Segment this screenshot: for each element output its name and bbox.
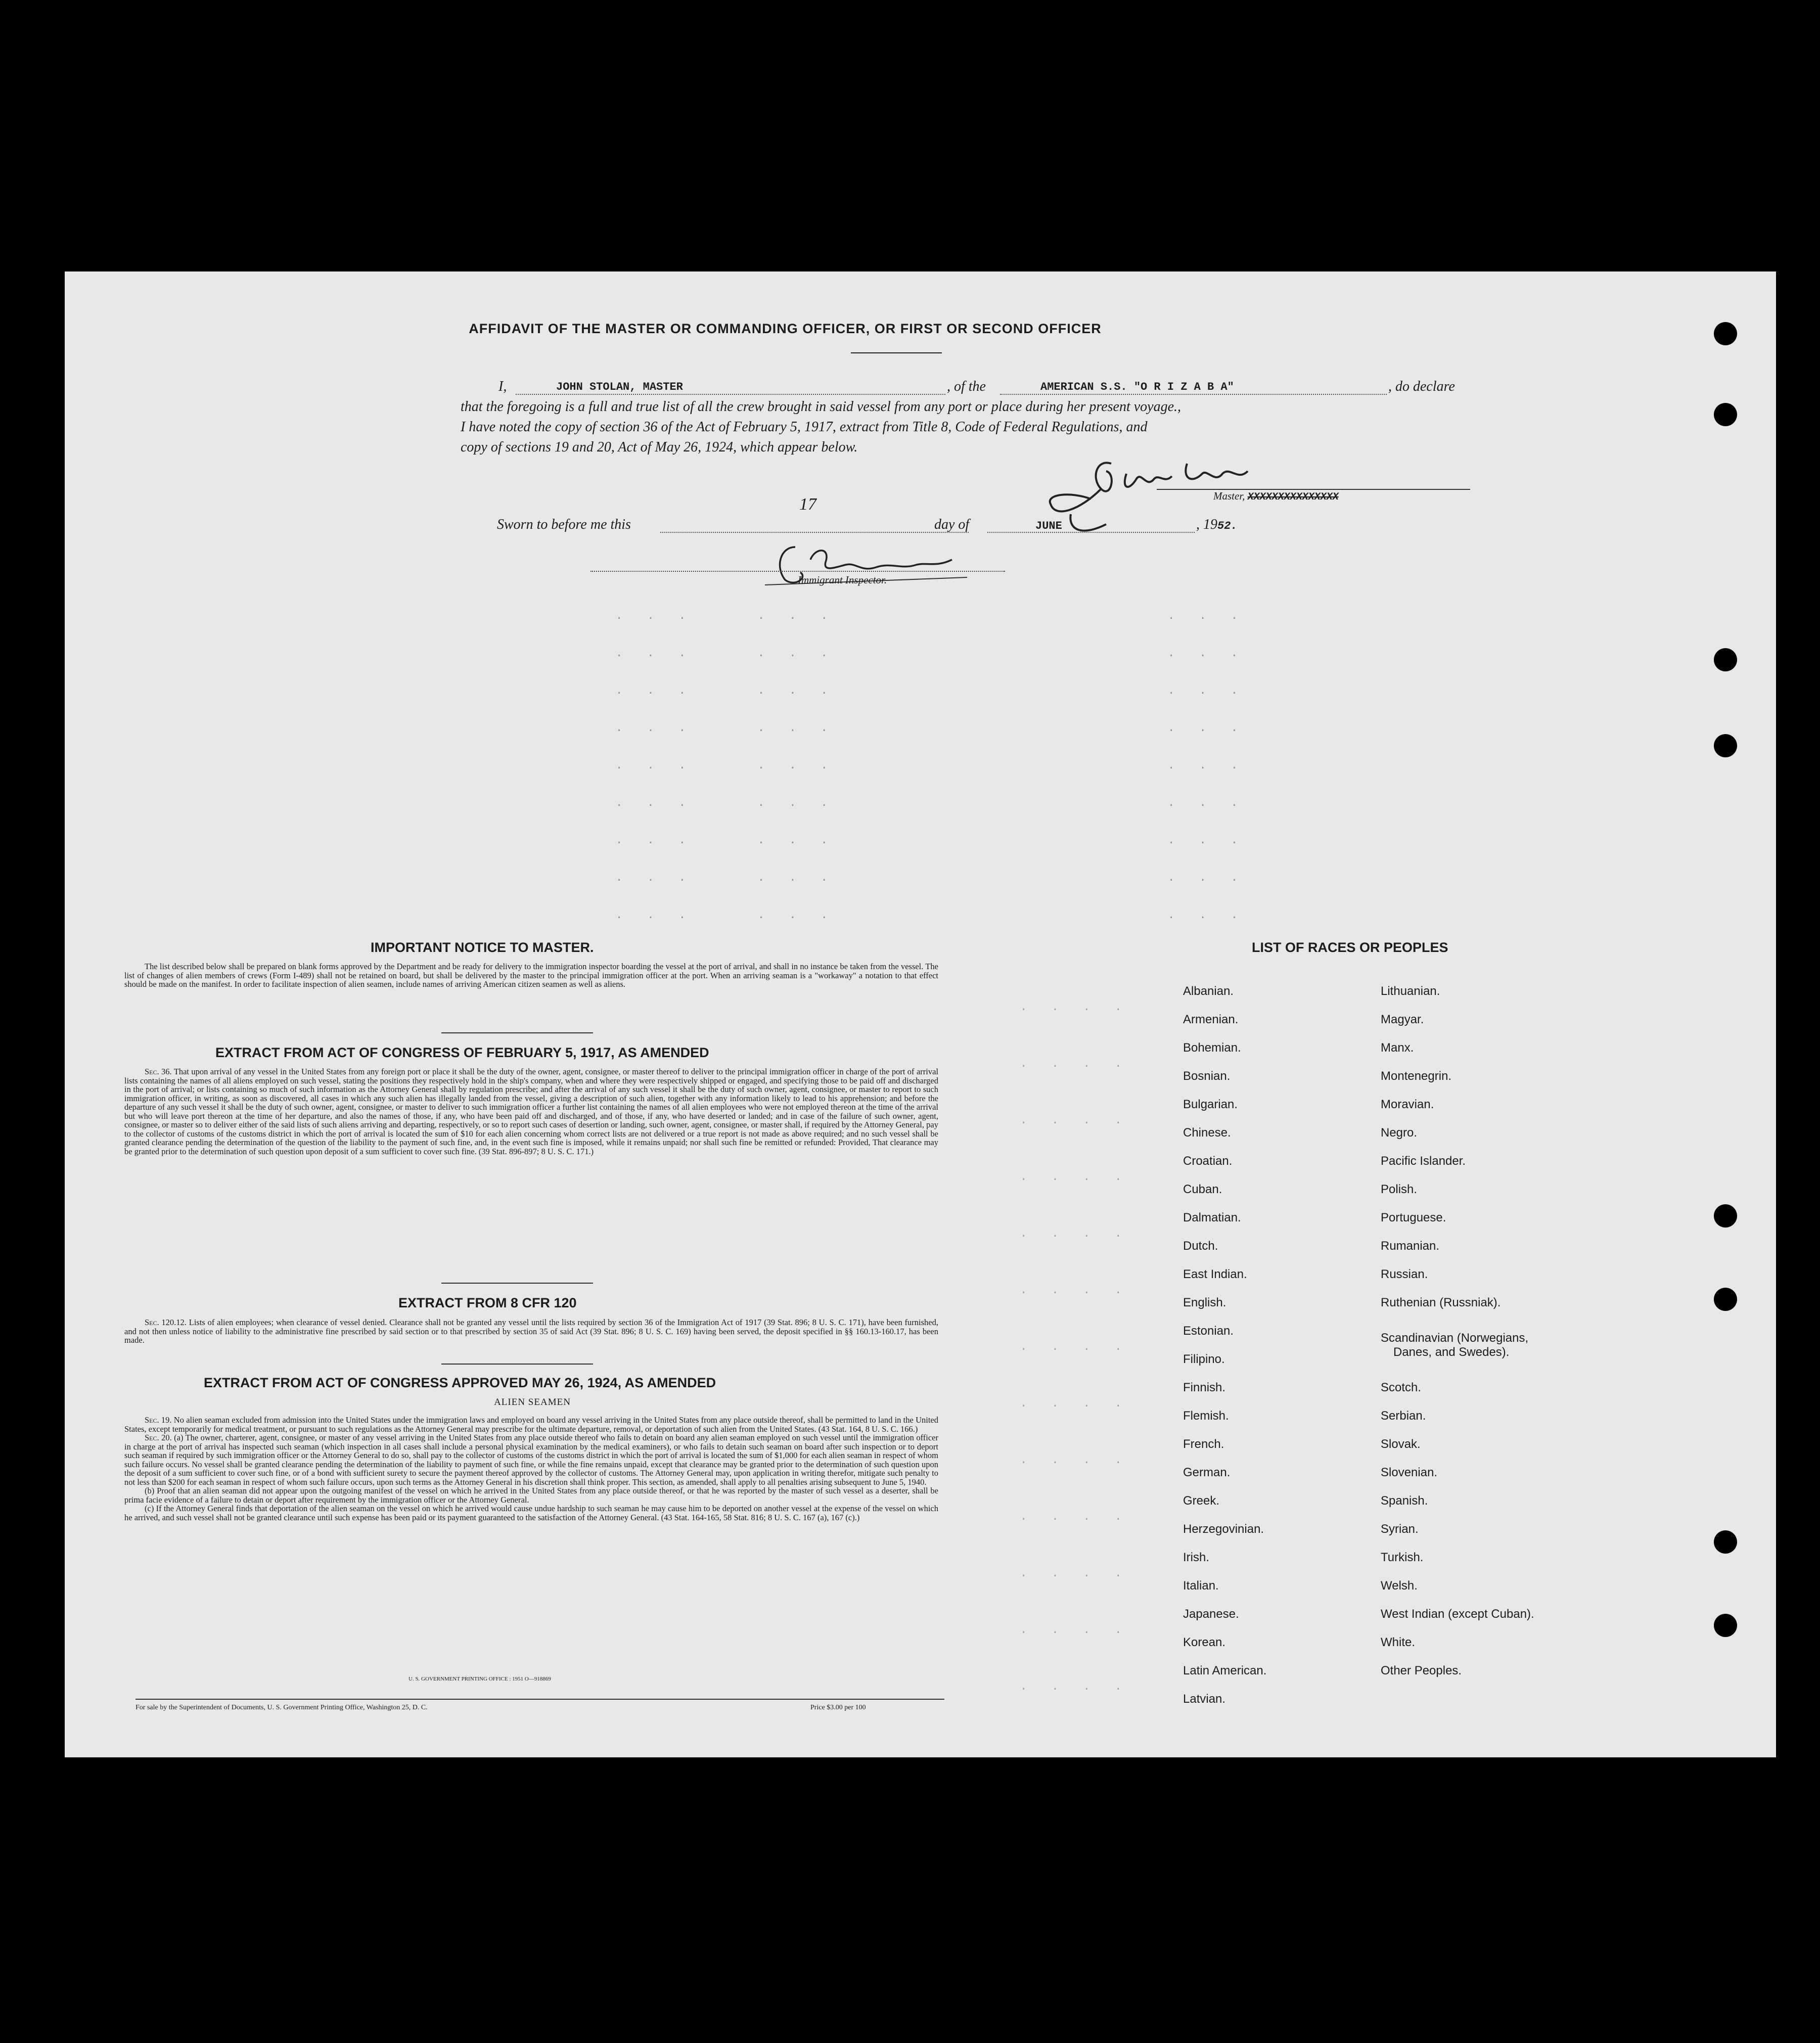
race-item: French. xyxy=(1183,1437,1224,1451)
master-label xyxy=(1213,490,1339,503)
race-item: Bohemian. xyxy=(1183,1041,1241,1055)
section-rule xyxy=(441,1283,593,1284)
sworn-month-line xyxy=(987,520,1195,533)
extract-1924-title: EXTRACT FROM ACT OF CONGRESS APPROVED MAY 26, 1924, AS AMENDED xyxy=(204,1375,716,1390)
notice-paragraph: The list described below shall be prepared on blank forms approved by the Department and be ready for delivery to the immigration inspector boarding the vessel at the port of arrival, and shall in no instance be taken from the vessel. The list of changes of alien members of crews (Form I-489) shall not be retained on board, but shall be delivered by the master to the principal immigration officer at the port. When an arriving seaman is a "workaway" a notation to that effect should be made on the manifest. In order to facilitate inspection of alien seamen, include names of arriving American citizen seamen as well as aliens. xyxy=(124,962,938,989)
sec-20b-text: (b) Proof that an alien seaman did not appear upon the outgoing manifest of the vessel on which he arrived in the United States from any place outside thereof, or that he was reported by the master of such vessel as a deserter, shall be prima facie evidence of a failure to detain or deport after requirement by the immigration officer or the Attorney General. xyxy=(124,1486,938,1505)
ghost-dots: . . . . . . . . . . . . . . . . . . . . . . . . . . . . . . . . . . . . . . . . . . . . . . . . . . . . . . . . . . . . . . . . . . . . . . . . . . . . . . . . . xyxy=(616,610,1247,922)
master-signature-line xyxy=(1157,489,1470,490)
races-title: LIST OF RACES OR PEOPLES xyxy=(1252,940,1448,955)
affidavit-title: AFFIDAVIT OF THE MASTER OR COMMANDING OFFICER, OR FIRST OR SECOND OFFICER xyxy=(469,321,1102,336)
document-sheet xyxy=(65,271,1776,1757)
race-item: West Indian (except Cuban). xyxy=(1381,1607,1534,1621)
sec-19-label: Sec. 19. xyxy=(145,1415,172,1425)
race-item: Irish. xyxy=(1183,1551,1210,1564)
race-item: Flemish. xyxy=(1183,1409,1229,1423)
extract-1924-text xyxy=(124,1416,938,1522)
race-item: Danes, and Swedes). xyxy=(1393,1345,1510,1359)
notice-text xyxy=(124,962,938,989)
race-item: Korean. xyxy=(1183,1636,1226,1649)
race-item: Serbian. xyxy=(1381,1409,1426,1423)
race-item: Finnish. xyxy=(1183,1381,1226,1394)
punch-hole xyxy=(1714,1288,1737,1311)
race-item: Greek. xyxy=(1183,1494,1220,1508)
race-item: Latvian. xyxy=(1183,1692,1226,1706)
title-rule xyxy=(851,352,942,353)
inspector-label: Immigrant Inspector. xyxy=(798,574,887,586)
race-item: Syrian. xyxy=(1381,1522,1419,1536)
sworn-month: JUNE xyxy=(1035,520,1062,532)
vessel-name-line xyxy=(1000,381,1387,395)
punch-hole xyxy=(1714,734,1737,757)
race-item: Chinese. xyxy=(1183,1126,1231,1140)
race-item: Negro. xyxy=(1381,1126,1418,1140)
race-item: Pacific Islander. xyxy=(1381,1154,1466,1168)
race-item: Albanian. xyxy=(1183,984,1234,998)
sec-120-text: Lists of alien employees; when clearance of vessel denied. Clearance shall not be granted any vessel until the lists required by section 36 of the Immigration Act of 1917 (39 Stat. 896; 8 U. S. C. 171), have been furnished, and not then unless notice of liability to the administrative fine prescribed by said section or to that prescribed by section 35 of said Act (39 Stat. 896; 8 U. S. C. 169) having been served, the deposit specified in §§ 160.13-160.17, has been made. xyxy=(124,1318,938,1345)
sworn-day: 17 xyxy=(799,495,816,514)
race-item: Turkish. xyxy=(1381,1551,1424,1564)
alien-seamen-subtitle: ALIEN SEAMEN xyxy=(494,1397,571,1408)
punch-hole xyxy=(1714,322,1737,345)
sec-36-label: Sec. 36. xyxy=(145,1067,172,1076)
race-item: Bosnian. xyxy=(1183,1069,1231,1083)
footer-right: Price $3.00 per 100 xyxy=(810,1704,866,1711)
master-name-line xyxy=(516,381,945,395)
race-item: Slovak. xyxy=(1381,1437,1421,1451)
master-struck-title: XXXXXXXXXXXXXXX xyxy=(1247,491,1339,503)
of-the-label: , of the xyxy=(947,379,986,394)
race-item: Other Peoples. xyxy=(1381,1664,1462,1677)
race-item: Montenegrin. xyxy=(1381,1069,1452,1083)
sec-20-label: Sec. 20. xyxy=(145,1433,172,1442)
footer-left: For sale by the Superintendent of Documents, U. S. Government Printing Office, Washington 25, D. C. xyxy=(135,1704,428,1711)
race-item: Filipino. xyxy=(1183,1352,1225,1366)
affidavit-i-label: I, xyxy=(498,379,507,394)
race-item: Slovenian. xyxy=(1381,1466,1438,1479)
punch-hole xyxy=(1714,403,1737,426)
year-suffix: 52. xyxy=(1217,520,1238,532)
extract-cfr-title: EXTRACT FROM 8 CFR 120 xyxy=(398,1295,577,1310)
race-item: Manx. xyxy=(1381,1041,1414,1055)
race-item: Rumanian. xyxy=(1381,1239,1440,1253)
punch-hole xyxy=(1714,1530,1737,1554)
sec-20a-text: (a) The owner, charterer, agent, consignee, or master of any vessel arriving in the United States from any place outside thereof who fails to detain on board any alien seaman employed on such vessel until the immigration officer in charge at the port of arrival has inspected such seaman (which inspection in all cases shall include a personal physical examination by the medical examiners), or who fails to detain such seaman on board after such inspection or to deport such seaman if required by such immigration officer or the Attorney General to do so, shall pay to the collector of customs of the customs district in which the port of arrival is located the sum of $1,000 for each alien seaman in respect of whom such failure occurs. No vessel shall be granted clearance pending the determination of the liability to payment of such fine, or while the fine remains unpaid, except that clearance may be granted prior to the determination of such question upon the deposit of a sum sufficient to cover such fine, or of a bond with sufficient surety to secure the payment thereof approved by the collector of customs. The Attorney General may, upon application in writing therefor, mitigate such penalty to not less than $200 for each seaman in respect of whom such failure occurs, upon such terms as the Attorney General in his discretion shall think proper. This section, as amended, shall apply to all penalties arising subsequent to June 5, 1940. xyxy=(124,1433,939,1487)
race-item: Ruthenian (Russniak). xyxy=(1381,1296,1501,1309)
race-item: Moravian. xyxy=(1381,1098,1434,1111)
race-item: Dalmatian. xyxy=(1183,1211,1241,1224)
race-item: Lithuanian. xyxy=(1381,984,1440,998)
race-item: Scotch. xyxy=(1381,1381,1422,1394)
race-item: Magyar. xyxy=(1381,1013,1424,1026)
footer-rule xyxy=(135,1699,944,1700)
race-item: Scandinavian (Norwegians, xyxy=(1381,1331,1529,1345)
vessel-name: AMERICAN S.S. "O R I Z A B A" xyxy=(1040,381,1234,393)
master-name: JOHN STOLAN, MASTER xyxy=(556,381,683,393)
race-item: Estonian. xyxy=(1183,1324,1234,1338)
race-item: Welsh. xyxy=(1381,1579,1418,1593)
sec-36-text: That upon arrival of any vessel in the United States from any foreign port or place it shall be the duty of the owner, agent, consignee, or master thereof to deliver to the principal immigration officer in charge of the port of arrival lists containing the names of all aliens employed on such vessel, stating the positions they respectively hold in the ship's company, when and where they were respectively shipped or engaged, and specifying those to be paid off and discharged in the port of arrival; or lists containing so much of such information as the Attorney General shall by regulation prescribe; and after the arrival of any such vessel it shall be the duty of such owner, agent, consignee, or master to report to such immigration officer, in writing, as soon as discovered, all cases in which any such alien has illegally landed from the vessel, giving a description of such alien, together with any information likely to lead to his apprehension; and before the departure of any such vessel it shall be the duty of such owner, agent, consignee, or master to deliver to such immigration officer a further list containing the names of all alien employees who were not employed thereon at the time of the arrival but who will leave port thereon at the time of her departure, and also the names of those, if any, who have been paid off and discharged, and of those, if any, who have deserted or landed; and in case of the failure of such owner, agent, consignee, or master so to deliver either of the said lists of such aliens arriving and departing, respectively, or so to report such cases of desertion or landing, such owner, agent, consignee, or master shall, if required by the Attorney General, pay to the collector of customs of the customs district in which the port of arrival is located the sum of $10 for each alien concerning whom correct lists are not delivered or a true report is not made as above required; and no such vessel shall be granted clearance pending the determination of the question of the liability to the payment of such fine, and, in the event such fine is imposed, while it remains unpaid; nor shall such fine be remitted or refunded: Provided, That clearance may be granted prior to the determination of such question upon deposit of a sum sufficient to cover such fine. (39 Stat. 896-897; 8 U. S. C. 171.) xyxy=(124,1067,938,1156)
sworn-day-line xyxy=(660,495,969,533)
race-item: Italian. xyxy=(1183,1579,1219,1593)
extract-1917-text xyxy=(124,1067,938,1156)
sec-19-text: No alien seaman excluded from admission into the United States under the immigration laws and employed on board any vessel arriving in the United States from any place outside thereof, shall be permitted to land in the United States, except temporarily for medical treatment, or pursuant to such regulations as the Attorney General may prescribe for the ultimate departure, removal, or deportation of such alien from the United States. (43 Stat. 164, 8 U. S. C. 166.) xyxy=(124,1415,938,1434)
day-of-label: day of xyxy=(934,517,970,532)
race-item: Croatian. xyxy=(1183,1154,1233,1168)
race-item: Japanese. xyxy=(1183,1607,1239,1621)
master-label-text: Master, xyxy=(1213,490,1245,502)
race-item: English. xyxy=(1183,1296,1226,1309)
affidavit-line-2: that the foregoing is a full and true list of all the crew brought in said vessel from any port or place during her present voyage., xyxy=(461,399,1181,415)
section-rule xyxy=(441,1364,593,1365)
punch-hole xyxy=(1714,1204,1737,1228)
race-item: Latin American. xyxy=(1183,1664,1267,1677)
affidavit-line-4: copy of sections 19 and 20, Act of May 26, 1924, which appear below. xyxy=(461,439,858,455)
race-item: Polish. xyxy=(1381,1183,1418,1196)
year-prefix: , 19 xyxy=(1196,517,1217,532)
race-item: German. xyxy=(1183,1466,1231,1479)
race-item: Herzegovinian. xyxy=(1183,1522,1264,1536)
punch-hole xyxy=(1714,648,1737,671)
punch-hole xyxy=(1714,1614,1737,1637)
race-item: Cuban. xyxy=(1183,1183,1222,1196)
notice-title: IMPORTANT NOTICE TO MASTER. xyxy=(371,940,594,955)
race-item: White. xyxy=(1381,1636,1416,1649)
sworn-year xyxy=(1196,517,1238,533)
race-item: Spanish. xyxy=(1381,1494,1428,1508)
affidavit-line-3: I have noted the copy of section 36 of the Act of February 5, 1917, extract from Title 8, Code of Federal Regulations, and xyxy=(461,419,1148,435)
extract-1917-title: EXTRACT FROM ACT OF CONGRESS OF FEBRUARY 5, 1917, AS AMENDED xyxy=(215,1045,709,1060)
do-declare-label: , do declare xyxy=(1388,379,1455,394)
race-item: East Indian. xyxy=(1183,1267,1247,1281)
race-item: Armenian. xyxy=(1183,1013,1239,1026)
race-item: Portuguese. xyxy=(1381,1211,1446,1224)
race-item: Dutch. xyxy=(1183,1239,1218,1253)
sec-20c-text: (c) If the Attorney General finds that deportation of the alien seaman on the vessel on which he arrived would cause undue hardship to such seaman he may cause him to be deported on another vessel at the expense of the vessel on which he arrived, and such vessel shall not be granted clearance until such expense has been paid or its payment guaranteed to the satisfaction of the Attorney General. (43 Stat. 164-165, 58 Stat. 816; 8 U. S. C. 167 (a), 167 (c).) xyxy=(124,1504,938,1522)
gpo-line: U. S. GOVERNMENT PRINTING OFFICE : 1951 O—918869 xyxy=(408,1676,551,1682)
section-rule xyxy=(441,1032,593,1033)
extract-cfr-text xyxy=(124,1318,938,1345)
race-item: Russian. xyxy=(1381,1267,1428,1281)
ghost-dots: . . . . . . . . . . . . . . . . . . . . . . . . . . . . . . . . . . . . . . . . . . . . . . . . . . . . xyxy=(1020,1001,1131,1693)
inspector-line xyxy=(590,571,1005,572)
sworn-label: Sworn to before me this xyxy=(497,517,631,532)
race-item: Bulgarian. xyxy=(1183,1098,1238,1111)
sec-120-label: Sec. 120.12. xyxy=(145,1318,187,1327)
